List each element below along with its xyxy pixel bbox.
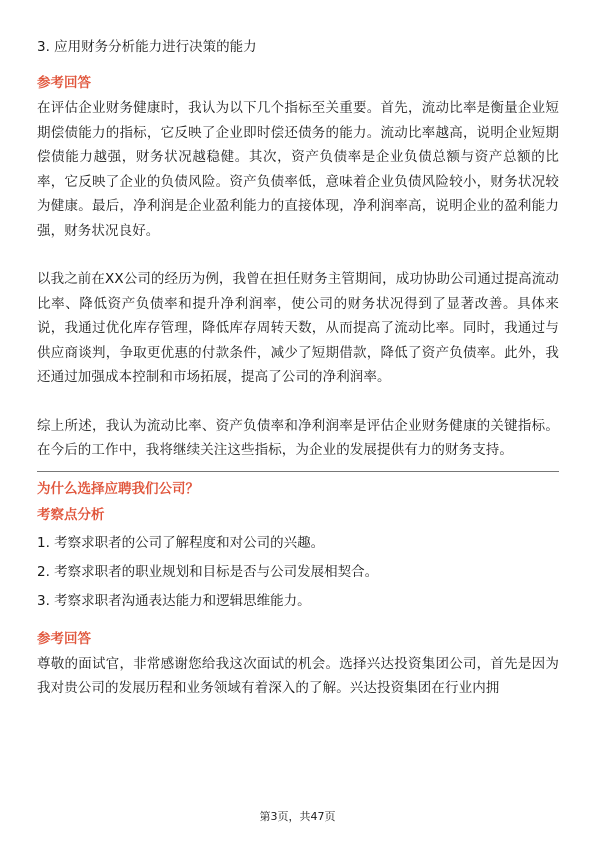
analysis-point-2: 2. 考察求职者的职业规划和目标是否与公司发展相契合。 (37, 563, 379, 580)
analysis-point-3: 3. 考察求职者沟通表达能力和逻辑思维能力。 (37, 592, 311, 609)
page-footer: 第3页，共47页 (259, 810, 336, 823)
section-heading: 3. 应用财务分析能力进行决策的能力 (37, 39, 257, 55)
question-title: 为什么选择应聘我们公司？ (37, 480, 199, 497)
analysis-point-1: 1. 考察求职者的公司了解程度和对公司的兴趣。 (37, 534, 325, 551)
section-divider (37, 471, 559, 472)
reference-answer-label: 参考回答 (37, 75, 91, 91)
answer-paragraph-4: 尊敬的面试官，非常感谢您给我这次面试的机会。选择兴达投资集团公司，首先是因为我对贵公司的发展历程和业务领域有着深入的了解。兴达投资集团在行业内拥 (37, 655, 559, 696)
analysis-label: 考察点分析 (37, 506, 105, 523)
reference-answer-label-2: 参考回答 (37, 630, 91, 647)
answer-paragraph-3: 综上所述，我认为流动比率、资产负债率和净利润率是评估企业财务健康的关键指标。在今后的工作中，我将继续关注这些指标，为企业的发展提供有力的财务支持。 (37, 417, 559, 458)
answer-paragraph-1: 在评估企业财务健康时，我认为以下几个指标至关重要。首先，流动比率是衡量企业短期偿债能力的指标，它反映了企业即时偿还债务的能力。流动比率越高，说明企业短期偿债能力越强，财务状况越稳健。其次，资产负债率是企业负债总额与资产总额的比率，它反映了企业的负债风险。资产负债率低，意味着企业负债风险较小，财务状况较为健康。最后，净利润是企业盈利能力的直接体现，净利润率高，说明企业的盈利能力强，财务状况良好。 (37, 100, 559, 239)
document-page (37, 30, 559, 701)
answer-paragraph-2: 以我之前在XX公司的经历为例，我曾在担任财务主管期间，成功协助公司通过提高流动比率、降低资产负债率和提升净利润率，使公司的财务状况得到了显著改善。具体来说，我通过优化库存管理，降低库存周转天数，从而提高了流动比率。同时，我通过与供应商谈判，争取更优惠的付款条件，减少了短期借款，降低了资产负债率。此外，我还通过加强成本控制和市场拓展，提高了公司的净利润率。 (37, 271, 559, 385)
